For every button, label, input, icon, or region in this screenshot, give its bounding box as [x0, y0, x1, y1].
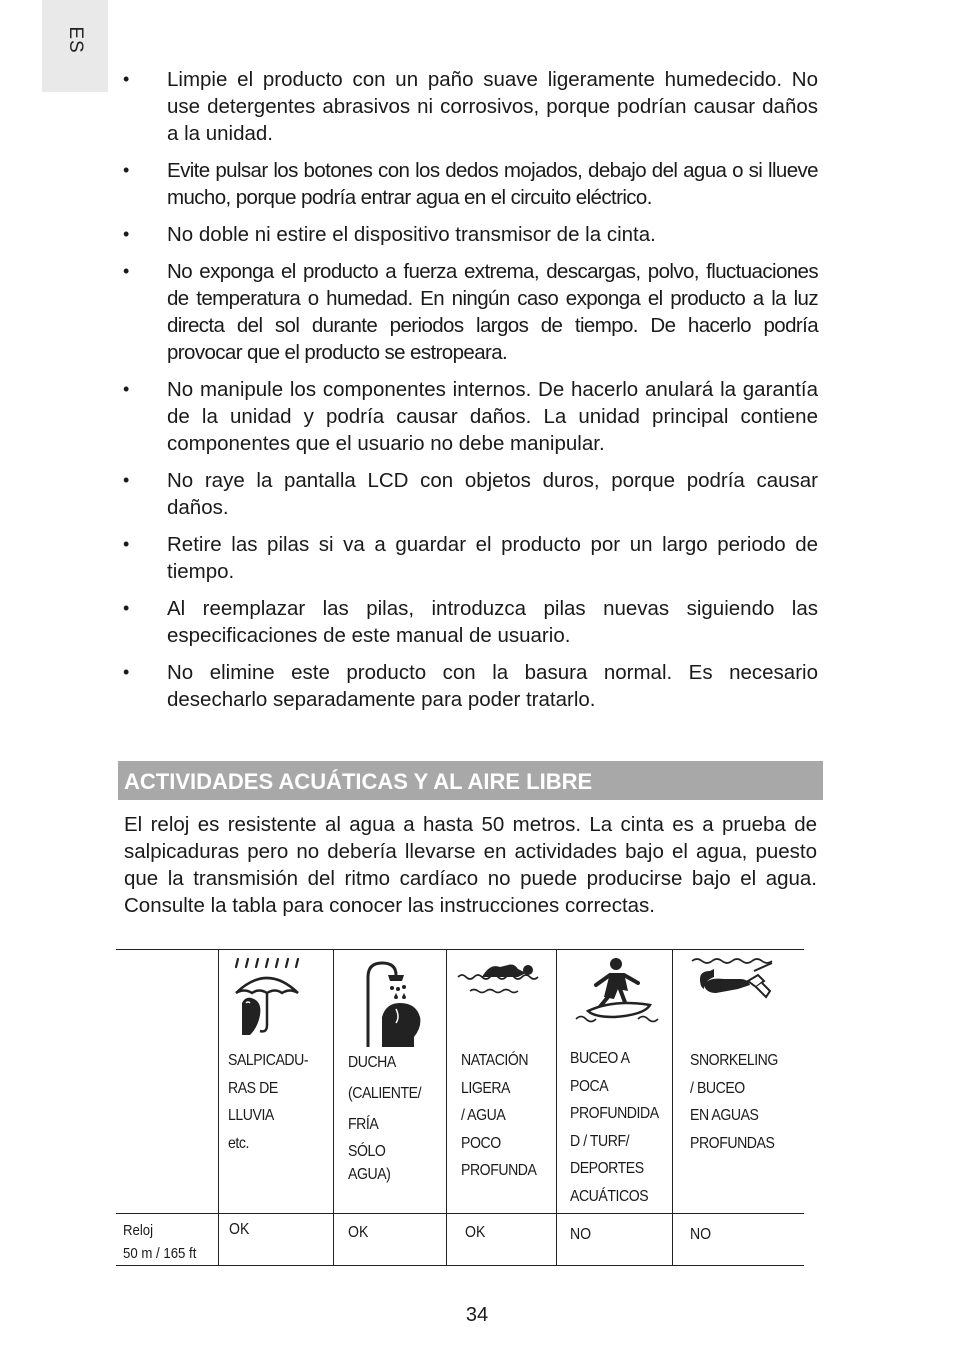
table-cell: OK: [229, 1221, 250, 1238]
bullet-symbol: •: [123, 534, 130, 554]
column-label-line: NATACIÓN: [461, 1052, 529, 1069]
table-divider: [556, 949, 557, 1266]
column-label-line: D / TURF/: [570, 1132, 630, 1150]
row-label: [123, 1219, 196, 1265]
bullet-symbol: •: [123, 598, 130, 618]
bullet-symbol: •: [123, 379, 130, 399]
column-label-line: SÓLO: [348, 1143, 386, 1160]
list-item-text: No doble ni estire el dispositivo transmisor de la cinta.: [167, 223, 656, 246]
shower-icon: [356, 957, 428, 1049]
column-label-line: EN AGUAS: [690, 1107, 759, 1124]
surfer-icon: [574, 957, 664, 1027]
list-item-text: Retire las pilas si va a guardar el producto por un largo periodo de tiempo.: [167, 533, 818, 583]
column-label-line: SNORKELING: [690, 1052, 778, 1069]
column-label-line: RAS DE: [228, 1079, 278, 1097]
column-label-line: / AGUA: [461, 1107, 506, 1124]
list-item-text: Limpie el producto con un paño suave ligeramente humedecido. No use detergentes abrasivos ni corrosivos, porque podrían causar daños a la unidad.: [167, 68, 818, 145]
list-item: [120, 595, 818, 649]
table-cell: OK: [348, 1224, 369, 1241]
language-tab: [42, 0, 108, 92]
list-item: [120, 258, 818, 366]
list-item: [120, 376, 818, 457]
column-label: [461, 1047, 536, 1185]
bullet-symbol: •: [123, 662, 130, 682]
list-item-text: No manipule los componentes internos. De hacerlo anulará la garantía de la unidad y podría causar daños. La unidad principal contiene componentes que el usuario no debe manipular.: [167, 378, 818, 455]
table-divider: [672, 949, 673, 1266]
column-label-line: BUCEO A: [570, 1050, 630, 1067]
column-label-line: etc.: [228, 1134, 249, 1152]
bullet-symbol: •: [123, 160, 129, 180]
column-label-line: FRÍA: [348, 1116, 379, 1133]
list-item-text: No raye la pantalla LCD con objetos duros, porque podría causar daños.: [167, 469, 818, 519]
list-item-text: Al reemplazar las pilas, introduzca pilas nuevas siguiendo las especificaciones de este manual de usuario.: [167, 597, 818, 647]
list-item-text: Evite pulsar los botones con los dedos mojados, debajo del agua o si llueve mucho, porque podría entrar agua en el circuito eléctrico.: [167, 159, 818, 209]
table-divider: [333, 949, 334, 1266]
column-label-line: LLUVIA: [228, 1107, 274, 1124]
column-label-line: POCO: [461, 1134, 501, 1152]
column-label-line: PROFUNDA: [461, 1162, 537, 1179]
column-label-line: PROFUNDAS: [690, 1134, 775, 1152]
bullet-symbol: •: [123, 224, 130, 244]
snorkeler-icon: [690, 955, 776, 1005]
bullet-symbol: •: [123, 261, 129, 281]
table-rule: [116, 949, 804, 950]
list-item: [120, 467, 818, 521]
column-label-line: AGUA): [348, 1166, 391, 1183]
table-cell: NO: [570, 1226, 592, 1243]
column-label-line: DEPORTES: [570, 1160, 644, 1177]
row-label-line: Reloj: [123, 1222, 154, 1239]
column-label-line: LIGERA: [461, 1079, 511, 1097]
column-label-line: (CALIENTE/: [348, 1085, 422, 1102]
list-item: [120, 531, 818, 585]
column-label: [570, 1045, 659, 1210]
table-cell: OK: [465, 1224, 486, 1241]
list-item: [120, 157, 818, 211]
column-label: [348, 1047, 421, 1186]
column-label-line: / BUCEO: [690, 1079, 745, 1097]
list-item: [120, 221, 818, 248]
care-instructions-list: [120, 66, 818, 723]
intro-paragraph: El reloj es resistente al agua a hasta 50 metros. La cinta es a prueba de salpicaduras pero no debería llevarse en actividades bajo el agua, puesto que la transmisión del ritmo cardíaco no puede producirse bajo el agua. Consulte la tabla para conocer las instrucciones correctas.: [124, 813, 817, 917]
table-rule: [116, 1265, 804, 1266]
table-cell: NO: [690, 1226, 712, 1243]
list-item: [120, 659, 818, 713]
list-item-text: No exponga el producto a fuerza extrema, descargas, polvo, fluctuaciones de temperatura o humedad. En ningún caso exponga el producto a la luz directa del sol durante periodos largos de tiempo. De hacerlo podría provocar que el producto se estropeara.: [167, 260, 818, 364]
bullet-symbol: •: [123, 470, 130, 490]
column-label: [690, 1047, 778, 1157]
bullet-symbol: •: [123, 69, 130, 89]
list-item-text: No elimine este producto con la basura normal. Es necesario desecharlo separadamente para poder tratarlo.: [167, 661, 818, 711]
row-label-line: 50 m / 165 ft: [123, 1245, 197, 1262]
column-label-line: POCA: [570, 1077, 609, 1095]
water-resistance-table: [116, 949, 804, 1266]
column-label-line: PROFUNDIDA: [570, 1105, 659, 1122]
column-label-line: SALPICADU-: [228, 1052, 309, 1069]
section-heading: ACTIVIDADES ACUÁTICAS Y AL AIRE LIBRE: [118, 761, 823, 800]
column-label-line: DUCHA: [348, 1054, 396, 1071]
swimmer-icon: [456, 959, 542, 995]
column-label-line: ACUÁTICOS: [570, 1187, 649, 1205]
column-label: [228, 1047, 308, 1157]
rain-umbrella-icon: [232, 957, 302, 1039]
table-rule: [116, 1213, 804, 1214]
list-item: [120, 66, 818, 147]
table-divider: [218, 949, 219, 1266]
language-code: ES: [65, 26, 86, 54]
table-divider: [446, 949, 447, 1266]
page-number: 34: [465, 1304, 489, 1326]
